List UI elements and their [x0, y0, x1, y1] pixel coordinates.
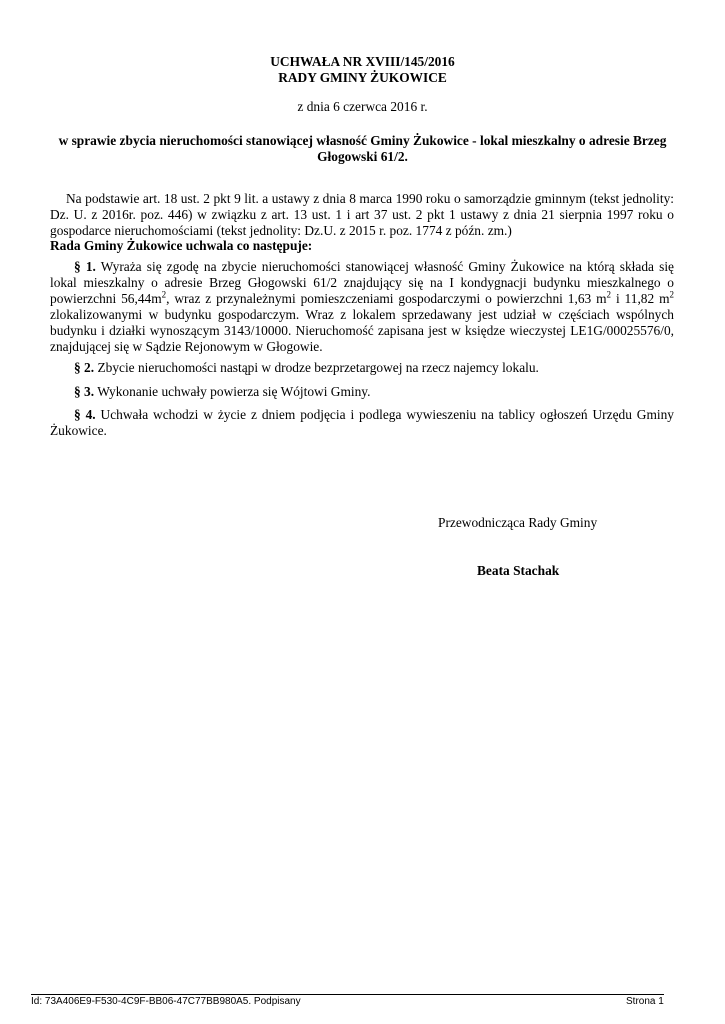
- signatory-name: Beata Stachak: [477, 563, 560, 578]
- paragraph-3: [50, 384, 674, 400]
- paragraph-4: [50, 407, 674, 439]
- signatory-role: Przewodnicząca Rady Gminy: [438, 515, 598, 530]
- paragraph-4-text: Uchwała wchodzi w życie z dniem podjęcia i podlega wywieszeniu na tablicy ogłoszeń Urzędu Gminy Żukowice.: [50, 407, 674, 438]
- paragraph-3-label: § 3.: [74, 384, 95, 399]
- council-name: RADY GMINY ŻUKOWICE: [278, 70, 447, 85]
- council-resolves-line: Rada Gminy Żukowice uchwala co następuje:: [50, 238, 313, 253]
- paragraph-1: [50, 259, 674, 355]
- paragraph-2-text: Zbycie nieruchomości nastąpi w drodze bezprzetargowej na rzecz najemcy lokalu.: [97, 360, 539, 375]
- paragraph-2: [50, 360, 674, 376]
- footer-divider: [31, 994, 664, 995]
- resolution-subject: w sprawie zbycia nieruchomości stanowiącej własność Gminy Żukowice - lokal mieszkalny o adresie Brzeg Głogowski 61/2.: [58, 133, 667, 164]
- superscript: 2: [606, 289, 612, 300]
- document-id: Id: 73A406E9-F530-4C9F-BB06-47C77BB980A5. Podpisany: [31, 996, 301, 1007]
- paragraph-1-text-d: zlokalizowanymi w budynku gospodarczym. Wraz z lokalem sprzedawany jest udział w częściach wspólnych budynku i działki wynoszącym 3143/10000. Nieruchomość zapisana jest w księdze wieczystej LE1G/00025576/0, znajdującej się w Sądzie Rejonowym w Głogowie.: [50, 307, 674, 354]
- page-number: Strona 1: [626, 996, 664, 1007]
- paragraph-1-text-a: Wyraża się zgodę na zbycie nieruchomości stanowiącej własność Gminy Żukowice na którą składa się lokal mieszkalny o adresie Brzeg Głogowski 61/2 znajdujący się na I kondygnacji budynku mieszkalnego o powierzchni 56,44m: [50, 259, 675, 306]
- resolution-date: z dnia 6 czerwca 2016 r.: [297, 99, 428, 114]
- paragraph-1-label: § 1.: [74, 259, 96, 274]
- superscript: 2: [669, 289, 674, 300]
- resolution-number: UCHWAŁA NR XVIII/145/2016: [270, 54, 455, 69]
- superscript: 2: [161, 289, 167, 300]
- paragraph-4-label: § 4.: [74, 407, 96, 422]
- legal-basis-paragraph: Na podstawie art. 18 ust. 2 pkt 9 lit. a ustawy z dnia 8 marca 1990 roku o samorządzie gminnym (tekst jednolity: Dz. U. z 2016r. poz. 446) w związku z art. 13 ust. 1 i art 37 ust. 2 pkt 1 ustawy z dnia 21 sierpnia 1997 roku o gospodarce nieruchomościami (tekst jednolity: Dz.U. z 2015 r. poz. 1774 z późn. zm.): [50, 191, 674, 238]
- paragraph-1-text-c: i 11,82 m: [611, 291, 670, 306]
- paragraph-2-label: § 2.: [74, 360, 95, 375]
- paragraph-1-text-b: , wraz z przynależnymi pomieszczeniami gospodarczymi o powierzchni 1,63 m: [166, 291, 607, 306]
- paragraph-3-text: Wykonanie uchwały powierza się Wójtowi Gminy.: [97, 384, 371, 399]
